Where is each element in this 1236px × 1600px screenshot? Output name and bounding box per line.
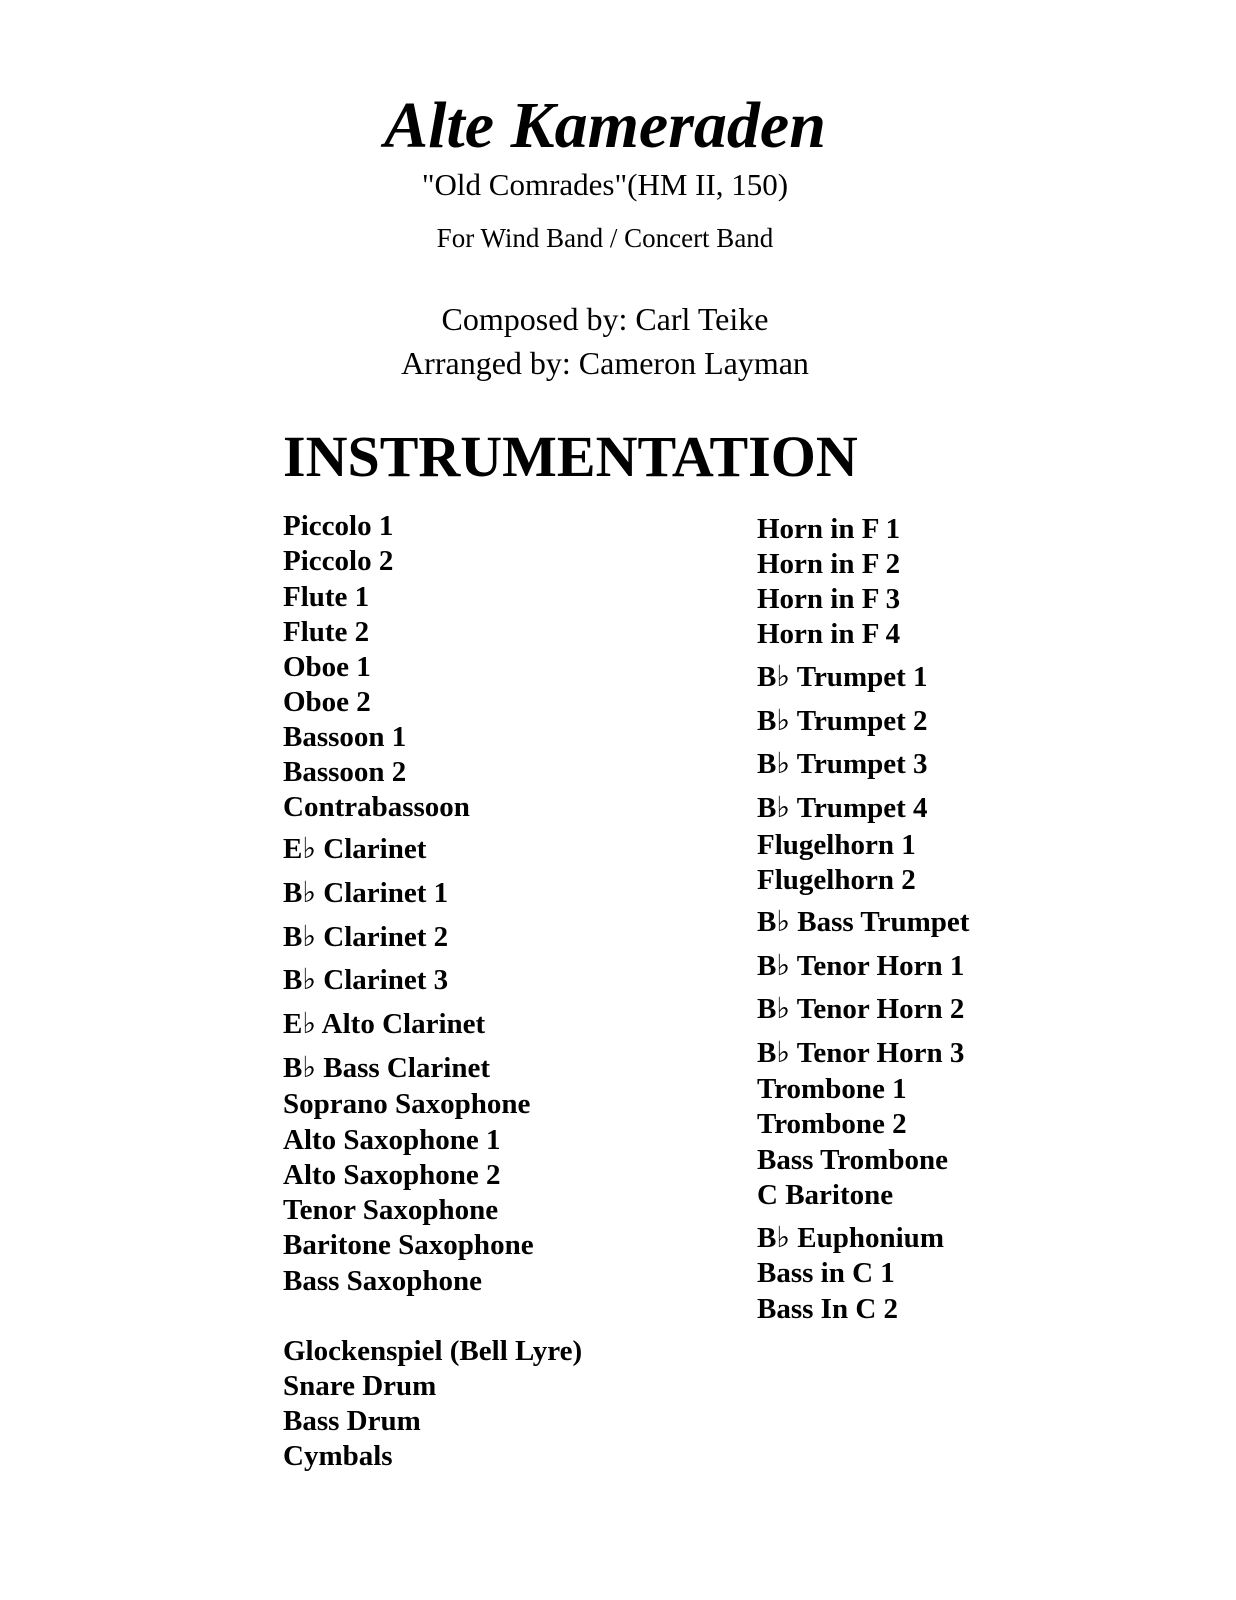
instrument-item: E♭ Clarinet — [283, 833, 427, 865]
instrument-item: C Baritone — [757, 1179, 894, 1211]
instrument-item: B♭ Clarinet 3 — [283, 964, 449, 996]
arranger-credit: Arranged by: Cameron Layman — [401, 345, 809, 381]
instrument-item: Piccolo 1 — [283, 510, 394, 542]
instrument-item: Bass Trombone — [757, 1144, 948, 1176]
instrument-item: B♭ Clarinet 2 — [283, 921, 449, 953]
instrument-item: Flute 1 — [283, 581, 370, 613]
instrument-item: Flugelhorn 1 — [757, 829, 916, 861]
instrument-item: B♭ Tenor Horn 1 — [757, 950, 965, 982]
instrument-item: Bass In C 2 — [757, 1293, 899, 1325]
piece-subtitle: "Old Comrades"(HM II, 150) — [421, 167, 789, 202]
instrument-item: Horn in F 2 — [757, 548, 901, 580]
instrument-item: B♭ Bass Clarinet — [283, 1052, 491, 1084]
instrument-item: Bassoon 1 — [283, 721, 407, 753]
instrument-item: Alto Saxophone 1 — [283, 1124, 501, 1156]
instrument-item: Glockenspiel (Bell Lyre) — [283, 1335, 583, 1367]
instrument-item: B♭ Tenor Horn 3 — [757, 1037, 965, 1069]
instrument-item: Cymbals — [283, 1440, 393, 1472]
instrument-item: Horn in F 4 — [757, 618, 901, 650]
instrument-item: Contrabassoon — [283, 791, 470, 823]
instrument-item: B♭ Tenor Horn 2 — [757, 993, 965, 1025]
instrument-item: Bass Drum — [283, 1405, 421, 1437]
instrument-item: Snare Drum — [283, 1370, 437, 1402]
instrument-item: Bassoon 2 — [283, 756, 407, 788]
instrument-item: B♭ Euphonium — [757, 1222, 944, 1254]
instrument-item: Tenor Saxophone — [283, 1194, 499, 1226]
composer-credit: Composed by: Carl Teike — [441, 301, 769, 337]
instrument-item: Flugelhorn 2 — [757, 864, 916, 896]
instrument-item: Oboe 1 — [283, 651, 371, 683]
instrument-item: B♭ Trumpet 3 — [757, 748, 928, 780]
instrument-item: E♭ Alto Clarinet — [283, 1008, 486, 1040]
instrument-item: B♭ Trumpet 1 — [757, 661, 928, 693]
instrument-item: Soprano Saxophone — [283, 1088, 531, 1120]
instrument-item: Piccolo 2 — [283, 545, 394, 577]
instrument-item: Oboe 2 — [283, 686, 371, 718]
instrument-item: Trombone 2 — [757, 1108, 907, 1140]
piece-title: Alte Kameraden — [384, 89, 826, 162]
instrument-item: Trombone 1 — [757, 1073, 907, 1105]
instrument-item: B♭ Clarinet 1 — [283, 877, 449, 909]
ensemble-line: For Wind Band / Concert Band — [436, 223, 774, 253]
instrument-item: B♭ Bass Trumpet — [757, 906, 970, 938]
instrument-item: Flute 2 — [283, 616, 370, 648]
instrument-item: B♭ Trumpet 4 — [757, 792, 928, 824]
instrument-item: Horn in F 1 — [757, 513, 901, 545]
instrument-item: Bass in C 1 — [757, 1257, 895, 1289]
instrument-item: B♭ Trumpet 2 — [757, 705, 928, 737]
instrument-item: Bass Saxophone — [283, 1265, 483, 1297]
instrument-item: Baritone Saxophone — [283, 1229, 534, 1261]
instrumentation-heading: INSTRUMENTATION — [283, 424, 858, 489]
instrument-item: Horn in F 3 — [757, 583, 901, 615]
instrument-item: Alto Saxophone 2 — [283, 1159, 501, 1191]
